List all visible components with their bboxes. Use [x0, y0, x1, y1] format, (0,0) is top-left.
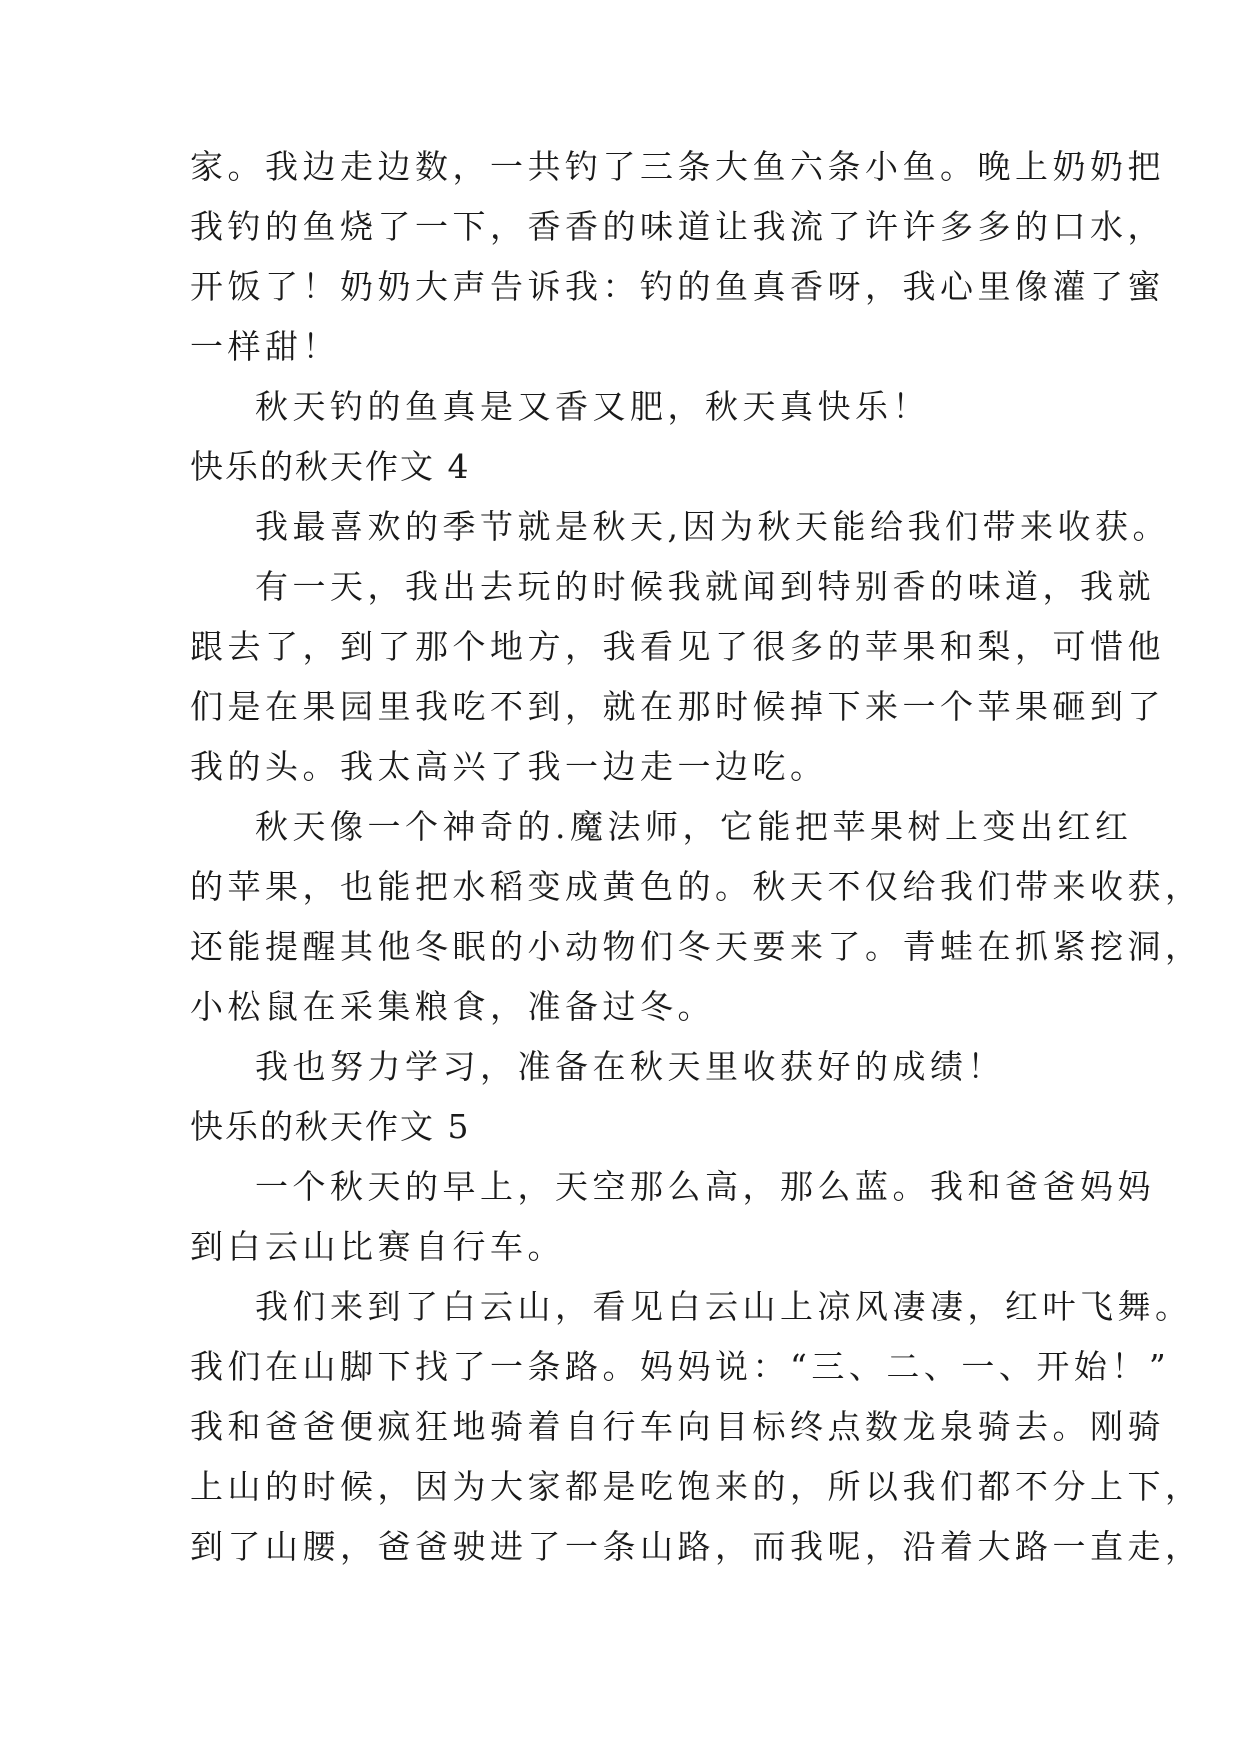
text-line: 们是在果园里我吃不到，就在那时候掉下来一个苹果砸到了 — [190, 687, 1165, 726]
text-line: 还能提醒其他冬眠的小动物们冬天要来了。青蛙在抓紧挖洞， — [190, 927, 1203, 966]
paragraph-start: 我也努力学习，准备在秋天里收获好的成绩！ — [255, 1047, 1005, 1086]
text-line: 到白云山比赛自行车。 — [190, 1227, 565, 1266]
text-line: 一样甜！ — [190, 327, 340, 366]
paragraph-start: 我们来到了白云山，看见白云山上凉风凄凄，红叶飞舞。 — [255, 1287, 1193, 1326]
section-heading: 快乐的秋天作文 4 — [190, 447, 471, 486]
section-heading: 快乐的秋天作文 5 — [190, 1107, 471, 1146]
text-line: 上山的时候，因为大家都是吃饱来的，所以我们都不分上下， — [190, 1467, 1203, 1506]
paragraph-start: 一个秋天的早上，天空那么高，那么蓝。我和爸爸妈妈 — [255, 1167, 1155, 1206]
text-line: 我钓的鱼烧了一下，香香的味道让我流了许许多多的口水， — [190, 207, 1165, 246]
paragraph-start: 有一天，我出去玩的时候我就闻到特别香的味道，我就 — [255, 567, 1155, 606]
text-line: 小松鼠在采集粮食，准备过冬。 — [190, 987, 715, 1026]
text-line: 我和爸爸便疯狂地骑着自行车向目标终点数龙泉骑去。刚骑 — [190, 1407, 1165, 1446]
text-line: 到了山腰，爸爸驶进了一条山路，而我呢，沿着大路一直走， — [190, 1527, 1203, 1566]
paragraph-start: 秋天钓的鱼真是又香又肥，秋天真快乐！ — [255, 387, 930, 426]
paragraph-start: 我最喜欢的季节就是秋天,因为秋天能给我们带来收获。 — [255, 507, 1170, 546]
text-line: 开饭了！奶奶大声告诉我：钓的鱼真香呀，我心里像灌了蜜 — [190, 267, 1165, 306]
text-line: 的苹果，也能把水稻变成黄色的。秋天不仅给我们带来收获， — [190, 867, 1203, 906]
text-line: 跟去了，到了那个地方，我看见了很多的苹果和梨，可惜他 — [190, 627, 1165, 666]
text-line: 家。我边走边数，一共钓了三条大鱼六条小鱼。晚上奶奶把 — [190, 147, 1165, 186]
text-line: 我们在山脚下找了一条路。妈妈说：“三、二、一、开始！” — [190, 1347, 1171, 1386]
paragraph-start: 秋天像一个神奇的.魔法师，它能把苹果树上变出红红 — [255, 807, 1133, 846]
text-line: 我的头。我太高兴了我一边走一边吃。 — [190, 747, 828, 786]
